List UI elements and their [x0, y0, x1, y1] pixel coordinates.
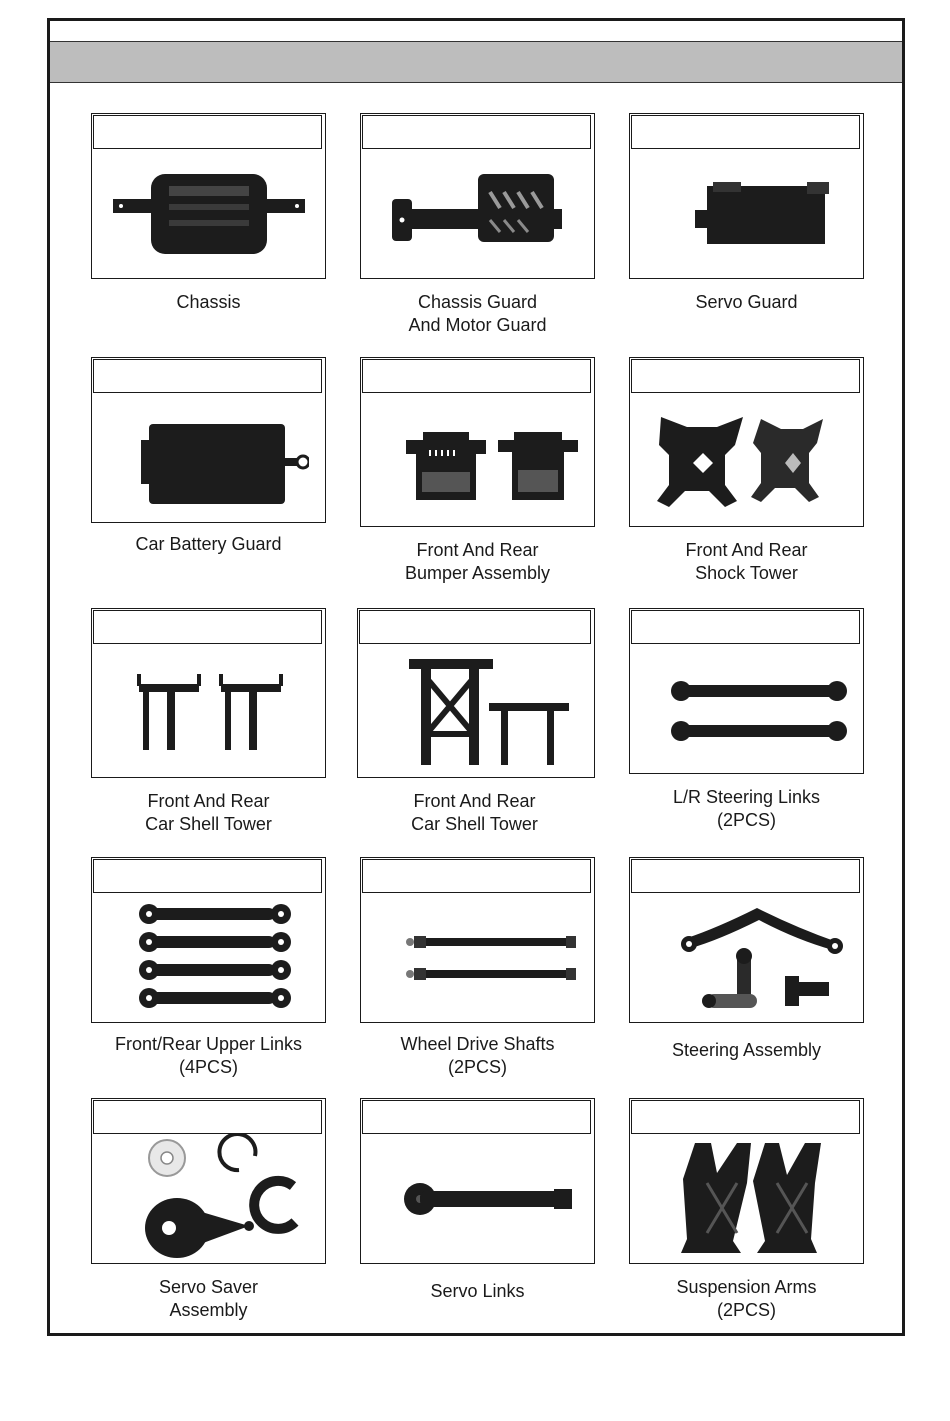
steering-links-icon — [630, 645, 863, 773]
part-card — [91, 857, 326, 1023]
part-card — [629, 1098, 864, 1264]
part-card — [629, 857, 864, 1023]
part-number-box — [93, 859, 322, 893]
part-card — [357, 608, 595, 778]
part-number-box — [93, 610, 322, 644]
part-caption: Car Battery Guard — [135, 534, 282, 554]
part-number-box — [631, 610, 860, 644]
part-caption: Front And Rear Car Shell Tower — [411, 791, 538, 834]
battery-guard-icon — [92, 394, 325, 522]
servo-saver-icon — [92, 1135, 325, 1263]
drive-shafts-icon — [361, 894, 594, 1022]
suspension-arms-icon — [630, 1135, 863, 1263]
part-card — [91, 1098, 326, 1264]
servo-link-icon — [361, 1135, 594, 1263]
part-card — [629, 608, 864, 774]
part-caption: Suspension Arms (2PCS) — [676, 1277, 817, 1320]
part-number-box — [631, 115, 860, 149]
part-card — [629, 113, 864, 279]
part-caption: Front And Rear Car Shell Tower — [145, 791, 272, 834]
part-number-box — [362, 1100, 591, 1134]
header-bar — [50, 41, 902, 83]
part-card — [91, 113, 326, 279]
part-caption: Chassis — [176, 292, 241, 312]
part-caption: Chassis Guard And Motor Guard — [408, 292, 547, 335]
part-number-box — [631, 1100, 860, 1134]
shell-tower-posts-icon — [92, 645, 325, 777]
shell-tower-frame-icon — [358, 645, 594, 777]
part-card — [360, 357, 595, 527]
part-caption: Servo Saver Assembly — [158, 1277, 259, 1320]
part-number-box — [93, 359, 322, 393]
part-number-box — [362, 859, 591, 893]
part-caption: Servo Links — [430, 1281, 525, 1301]
part-card — [360, 857, 595, 1023]
chassis-guard-icon — [361, 150, 594, 278]
part-caption: Steering Assembly — [671, 1040, 822, 1060]
servo-guard-icon — [630, 150, 863, 278]
part-card — [360, 113, 595, 279]
part-card — [360, 1098, 595, 1264]
part-caption: Wheel Drive Shafts (2PCS) — [400, 1034, 555, 1077]
chassis-icon — [92, 150, 325, 278]
part-card — [629, 357, 864, 527]
part-card — [91, 357, 326, 523]
upper-links-icon — [92, 894, 325, 1022]
page-frame — [47, 18, 905, 1336]
bumper-icon — [361, 394, 594, 526]
steering-assembly-icon — [630, 894, 863, 1022]
part-caption: Servo Guard — [695, 292, 798, 312]
part-number-box — [359, 610, 591, 644]
part-caption: Front And Rear Bumper Assembly — [404, 540, 551, 583]
part-number-box — [631, 359, 860, 393]
part-number-box — [362, 359, 591, 393]
part-number-box — [362, 115, 591, 149]
part-caption: Front/Rear Upper Links (4PCS) — [114, 1034, 303, 1077]
part-number-box — [93, 1100, 322, 1134]
part-caption: Front And Rear Shock Tower — [685, 540, 808, 583]
part-number-box — [93, 115, 322, 149]
shock-tower-icon — [630, 394, 863, 526]
part-number-box — [631, 859, 860, 893]
part-card — [91, 608, 326, 778]
part-caption: L/R Steering Links (2PCS) — [672, 787, 821, 830]
